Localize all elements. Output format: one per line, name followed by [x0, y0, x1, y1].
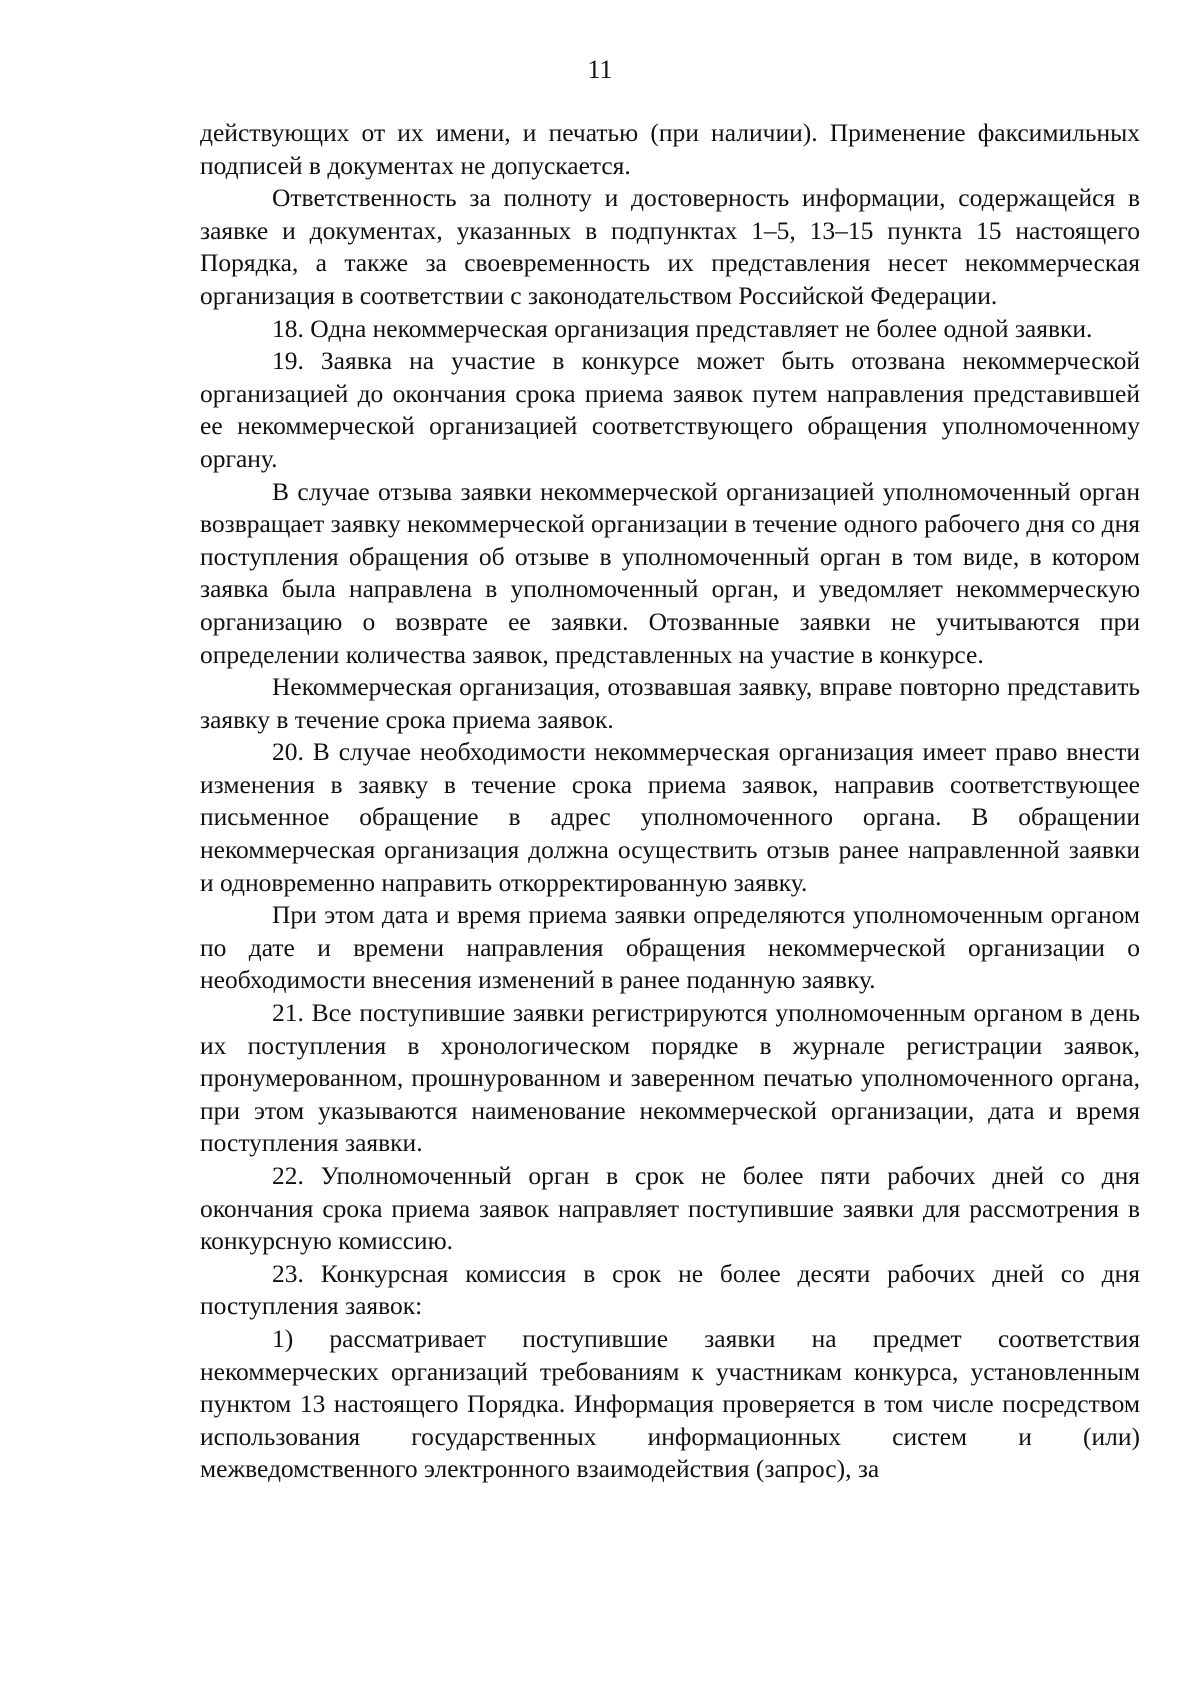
paragraph-resubmission: Некоммерческая организация, отозвавшая заявку, вправе повторно представить заявку в течение срока приема заявок.: [200, 672, 1140, 734]
paragraph-item-19: 19. Заявка на участие в конкурсе может быть отозвана некоммерческой организацией до окончания срока приема заявок путем направления представившей ее некоммерческой организацией соответствующего обращения уполномоченному органу.: [200, 346, 1140, 473]
paragraph-date-time: При этом дата и время приема заявки определяются уполномоченным органом по дате и времени направления обращения некоммерческой организации о необходимости внесения изменений в ранее поданную заявку.: [200, 900, 1140, 995]
paragraph-item-23: 23. Конкурсная комиссия в срок не более десяти рабочих дней со дня поступления заявок:: [200, 1258, 1140, 1321]
paragraph-responsibility: Ответственность за полноту и достоверность информации, содержащейся в заявке и документах, указанных в подпунктах 1–5, 13–15 пункта 15 настоящего Порядка, а также за своевременность их представления несет некоммерческая организация в соответствии с законодательством Российской Федерации.: [200, 183, 1140, 310]
paragraph-item-21: 21. Все поступившие заявки регистрируются уполномоченным органом в день их поступления в хронологическом порядке в журнале регистрации заявок, пронумерованном, прошнурованном и заверенном печатью уполномоченного органа, при этом указываются наименование некоммерческой организации, дата и время поступления заявки.: [200, 998, 1140, 1158]
paragraph-subitem-1: 1) рассматривает поступившие заявки на предмет соответствия некоммерческих организаций требованиям к участникам конкурса, установленным пунктом 13 настоящего Порядка. Информация проверяется в том числе посредством использования государственных информационных систем и (или) межведомственного электронного взаимодействия (запрос), за: [200, 1323, 1140, 1484]
paragraph-continuation: действующих от их имени, и печатью (при наличии). Применение факсимильных подписей в документах не допускается.: [200, 118, 1140, 180]
document-body: [200, 117, 1140, 1486]
paragraph-item-18: 18. Одна некоммерческая организация представляет не более одной заявки.: [272, 313, 1093, 343]
paragraph-item-20: 20. В случае необходимости некоммерческая организация имеет право внести изменения в заявку в течение срока приема заявок, направив соответствующее письменное обращение в адрес уполномоченного органа. В обращении некоммерческая организация должна осуществить отзыв ранее направленной заявки и одновременно направить откорректированную заявку.: [200, 737, 1140, 897]
paragraph-item-22: 22. Уполномоченный орган в срок не более пяти рабочих дней со дня окончания срока приема заявок направляет поступившие заявки для рассмотрения в конкурсную комиссию.: [200, 1161, 1140, 1256]
paragraph-withdrawal: В случае отзыва заявки некоммерческой организацией уполномоченный орган возвращает заявку некоммерческой организации в течение одного рабочего дня со дня поступления обращения об отзыве в уполномоченный орган в том виде, в котором заявка была направлена в уполномоченный орган, и уведомляет некоммерческую организацию о возврате ее заявки. Отозванные заявки не учитываются при определении количества заявок, представленных на участие в конкурсе.: [200, 476, 1140, 669]
page-number: 11: [587, 55, 613, 84]
